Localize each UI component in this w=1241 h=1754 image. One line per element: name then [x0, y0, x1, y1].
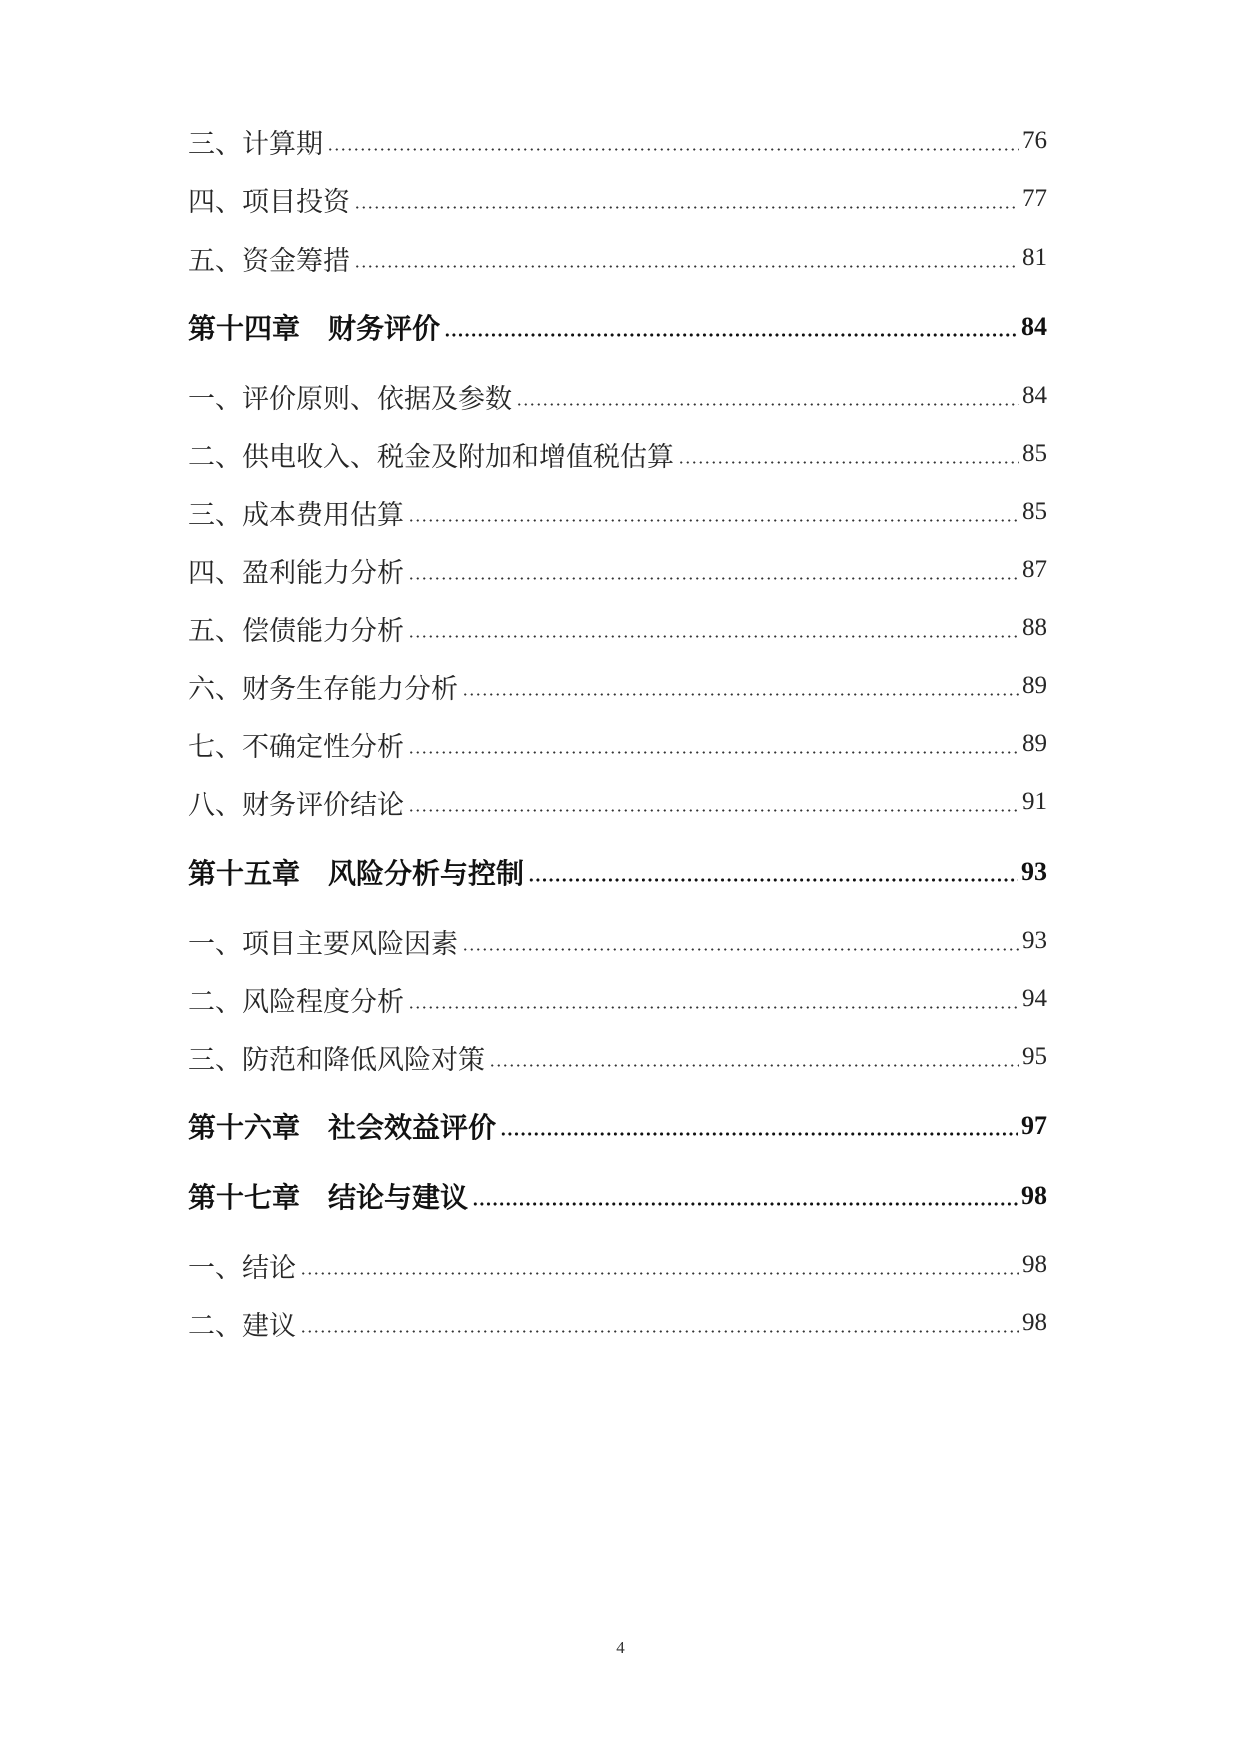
- toc-entry-page: 98: [1022, 1251, 1047, 1278]
- toc-entry-page: 93: [1021, 857, 1047, 886]
- toc-entry-title: 三、成本费用估算: [188, 499, 404, 531]
- toc-dot-leader: [444, 333, 1018, 337]
- toc-section-entry: [188, 176, 1047, 222]
- toc-dot-leader: [462, 948, 1019, 951]
- toc-entry-title: 六、财务生存能力分析: [188, 673, 458, 705]
- toc-section-entry: [188, 976, 1047, 1022]
- toc-section-entry: [188, 1242, 1047, 1288]
- page-number: 4: [616, 1638, 625, 1657]
- toc-chapter-entry: [188, 849, 1047, 895]
- toc-section-entry: [188, 605, 1047, 651]
- toc-entry-page: 89: [1022, 672, 1047, 699]
- toc-entry-title: 第十七章 结论与建议: [188, 1181, 469, 1214]
- toc-entry-title: 三、计算期: [188, 128, 323, 160]
- toc-dot-leader: [528, 878, 1018, 882]
- toc-entry-title: 二、供电收入、税金及附加和增值税估算: [188, 441, 674, 473]
- toc-entry-title: 五、资金筹措: [188, 245, 350, 277]
- toc-entry-page: 76: [1022, 127, 1047, 154]
- toc-section-entry: [188, 663, 1047, 709]
- toc-dot-leader: [354, 265, 1019, 268]
- toc-dot-leader: [327, 148, 1019, 151]
- toc-entry-page: 85: [1022, 440, 1047, 467]
- toc-section-entry: [188, 373, 1047, 419]
- toc-section-entry: [188, 1034, 1047, 1080]
- toc-entry-page: 98: [1021, 1181, 1047, 1210]
- toc-section-entry: [188, 431, 1047, 477]
- toc-entry-page: 85: [1022, 498, 1047, 525]
- toc-entry-page: 95: [1022, 1043, 1047, 1070]
- toc-entry-page: 77: [1022, 185, 1047, 212]
- toc-section-entry: [188, 118, 1047, 164]
- toc-section-entry: [188, 235, 1047, 281]
- toc-section-entry: [188, 489, 1047, 535]
- toc-dot-leader: [300, 1330, 1019, 1333]
- toc-entry-page: 89: [1022, 730, 1047, 757]
- toc-entry-title: 第十六章 社会效益评价: [188, 1111, 497, 1144]
- toc-chapter-entry: [188, 1173, 1047, 1219]
- toc-entry-page: 91: [1022, 788, 1047, 815]
- toc-dot-leader: [462, 693, 1019, 696]
- toc-entry-title: 八、财务评价结论: [188, 789, 404, 821]
- toc-dot-leader: [300, 1272, 1019, 1275]
- toc-dot-leader: [516, 403, 1019, 406]
- toc-entry-page: 94: [1022, 985, 1047, 1012]
- toc-dot-leader: [472, 1202, 1018, 1206]
- toc-dot-leader: [408, 809, 1019, 812]
- toc-entry-page: 87: [1022, 556, 1047, 583]
- toc-entry-title: 四、项目投资: [188, 186, 350, 218]
- toc-entry-page: 93: [1022, 927, 1047, 954]
- toc-dot-leader: [489, 1064, 1019, 1067]
- toc-dot-leader: [408, 577, 1019, 580]
- toc-entry-page: 81: [1022, 244, 1047, 271]
- toc-dot-leader: [500, 1132, 1018, 1136]
- toc-dot-leader: [678, 461, 1019, 464]
- toc-section-entry: [188, 779, 1047, 825]
- toc-entry-title: 三、防范和降低风险对策: [188, 1044, 485, 1076]
- toc-section-entry: [188, 547, 1047, 593]
- toc-section-entry: [188, 918, 1047, 964]
- toc-entry-title: 四、盈利能力分析: [188, 557, 404, 589]
- toc-dot-leader: [408, 751, 1019, 754]
- toc-entry-title: 二、风险程度分析: [188, 986, 404, 1018]
- toc-entry-title: 一、评价原则、依据及参数: [188, 383, 512, 415]
- toc-dot-leader: [408, 1006, 1019, 1009]
- toc-section-entry: [188, 1300, 1047, 1346]
- toc-dot-leader: [408, 519, 1019, 522]
- toc-entry-page: 84: [1021, 312, 1047, 341]
- toc-entry-page: 98: [1022, 1309, 1047, 1336]
- toc-entry-title: 七、不确定性分析: [188, 731, 404, 763]
- toc-entry-title: 一、结论: [188, 1252, 296, 1284]
- toc-entry-title: 第十四章 财务评价: [188, 312, 441, 345]
- toc-chapter-entry: [188, 1103, 1047, 1149]
- toc-entry-title: 第十五章 风险分析与控制: [188, 857, 525, 890]
- toc-entry-title: 五、偿债能力分析: [188, 615, 404, 647]
- toc-section-entry: [188, 721, 1047, 767]
- toc-entry-title: 二、建议: [188, 1310, 296, 1342]
- toc-dot-leader: [354, 206, 1019, 209]
- toc-entry-page: 97: [1021, 1111, 1047, 1140]
- toc-dot-leader: [408, 635, 1019, 638]
- toc-entry-title: 一、项目主要风险因素: [188, 928, 458, 960]
- toc-entry-page: 88: [1022, 614, 1047, 641]
- toc-entry-page: 84: [1022, 382, 1047, 409]
- toc-chapter-entry: [188, 304, 1047, 350]
